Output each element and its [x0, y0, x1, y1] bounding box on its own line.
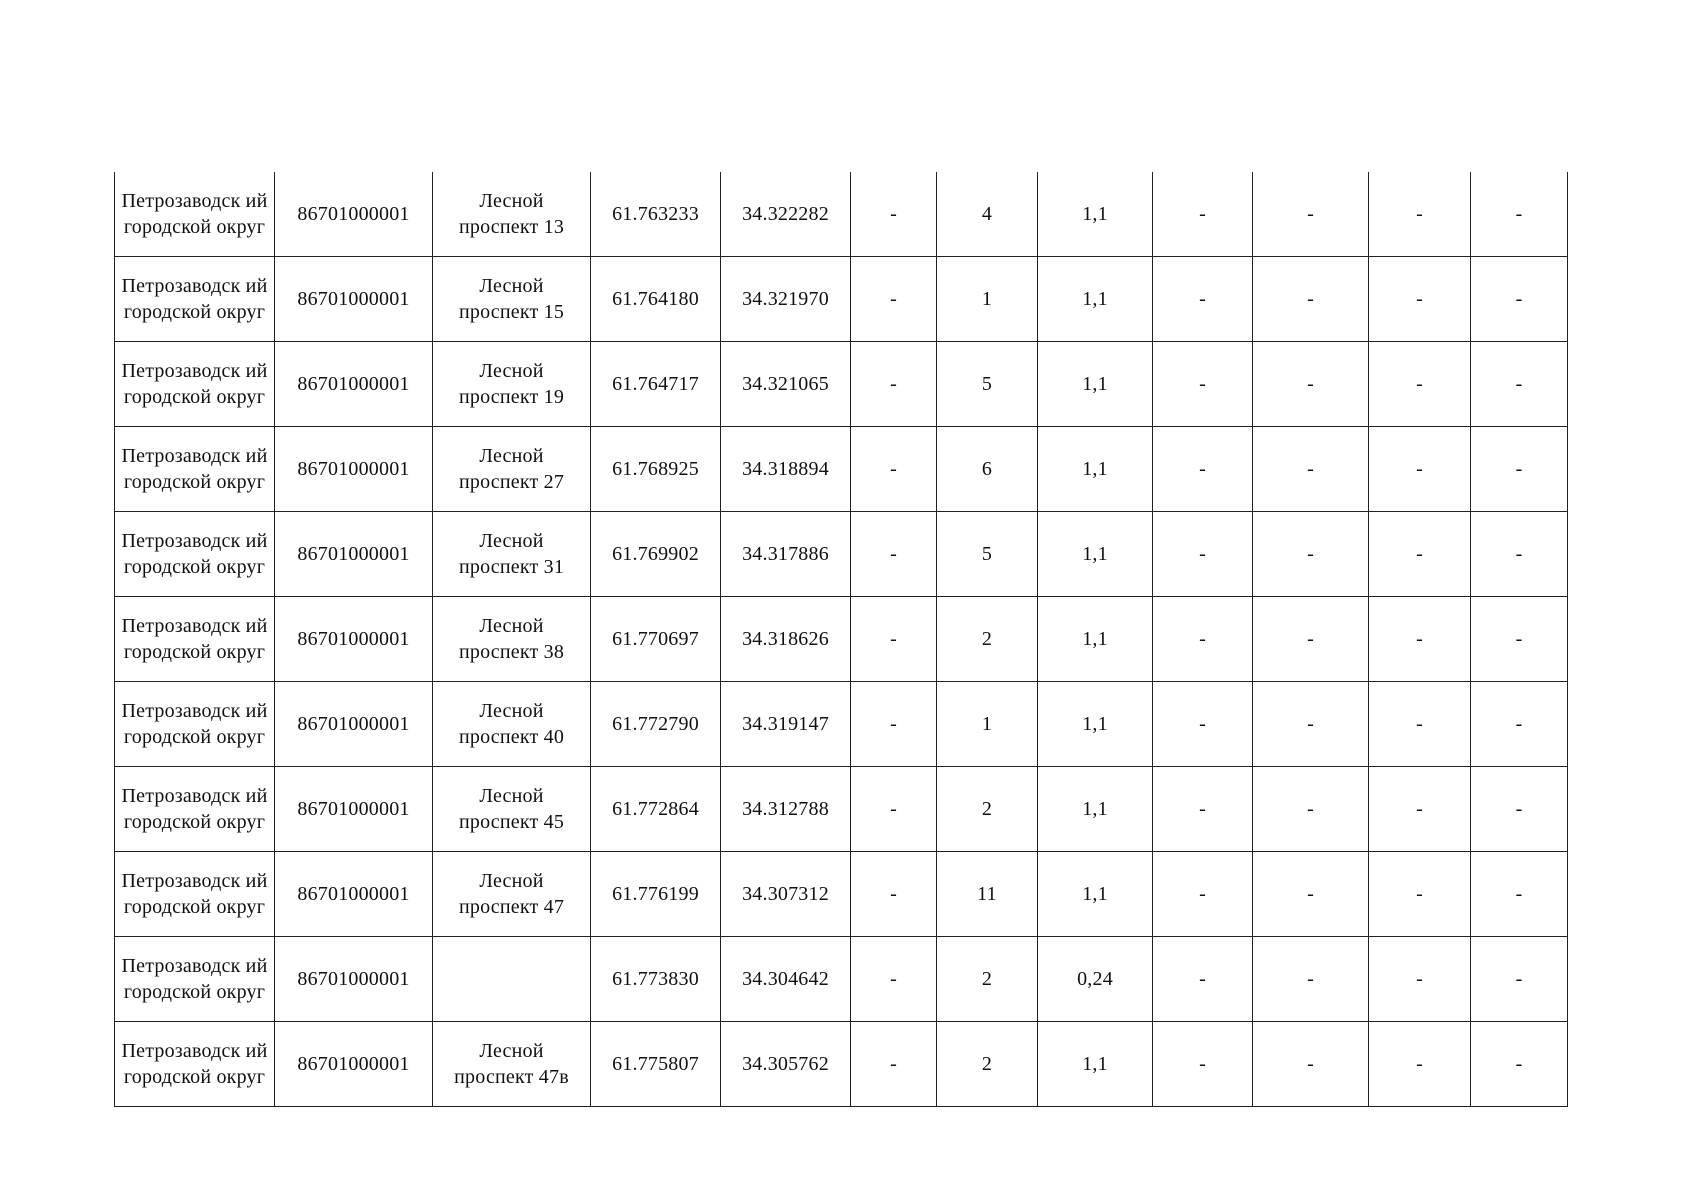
dash-cell [1153, 172, 1253, 257]
dash-cell-text: - [1515, 628, 1523, 650]
dash-cell [1471, 852, 1568, 937]
dash-cell-text: - [1199, 203, 1206, 225]
dash-cell-text: - [1416, 798, 1423, 820]
longitude-cell-text: 34.318626 [742, 628, 829, 650]
waste-site-registry-table [114, 172, 1568, 1107]
dash-cell [1253, 257, 1369, 342]
dash-cell-text: - [890, 373, 897, 395]
municipality-cell [115, 257, 275, 342]
dash-cell [1369, 852, 1471, 937]
longitude-cell-text: 34.304642 [742, 968, 829, 990]
dash-cell-text: - [1199, 373, 1206, 395]
latitude-cell [591, 1022, 721, 1107]
container-volume-cell [1038, 427, 1153, 512]
address-cell [433, 682, 591, 767]
container-volume-cell [1038, 682, 1153, 767]
dash-cell [1369, 172, 1471, 257]
dash-cell [1253, 597, 1369, 682]
longitude-cell [721, 767, 851, 852]
oktmo-code-cell-text: 86701000001 [297, 713, 410, 735]
dash-cell-text: - [1307, 373, 1314, 395]
dash-cell-text: - [1416, 373, 1423, 395]
dash-cell [1369, 937, 1471, 1022]
dash-cell-text: - [1416, 1053, 1423, 1075]
latitude-cell [591, 342, 721, 427]
container-volume-cell-text: 1,1 [1082, 1053, 1108, 1075]
dash-cell [1253, 427, 1369, 512]
dash-cell-text: - [1515, 1053, 1523, 1075]
dash-cell [1369, 257, 1471, 342]
address-cell [433, 1022, 591, 1107]
table-row [115, 427, 1568, 512]
dash-cell-text: - [1307, 968, 1314, 990]
dash-cell [1253, 937, 1369, 1022]
container-volume-cell [1038, 597, 1153, 682]
dash-cell-text: - [1199, 713, 1206, 735]
municipality-cell-text: Петрозаводск ий городской округ [121, 955, 268, 1003]
container-volume-cell-text: 1,1 [1082, 288, 1108, 310]
dash-cell [1153, 852, 1253, 937]
address-cell [433, 427, 591, 512]
latitude-cell-text: 61.764180 [612, 288, 699, 310]
dash-cell [1153, 512, 1253, 597]
dash-cell [851, 427, 937, 512]
dash-cell-text: - [1307, 543, 1314, 565]
container-volume-cell [1038, 172, 1153, 257]
address-cell-text: Лесной проспект 45 [458, 785, 565, 833]
dash-cell [851, 342, 937, 427]
container-volume-cell-text: 0,24 [1077, 968, 1113, 990]
municipality-cell [115, 1022, 275, 1107]
dash-cell [1153, 427, 1253, 512]
container-count-cell [937, 1022, 1038, 1107]
container-count-cell [937, 852, 1038, 937]
container-count-cell-text: 1 [981, 288, 993, 310]
dash-cell [1153, 682, 1253, 767]
address-cell-text: Лесной проспект 38 [458, 615, 565, 663]
table-row [115, 342, 1568, 427]
longitude-cell [721, 597, 851, 682]
table-row [115, 172, 1568, 257]
container-count-cell-text: 5 [981, 373, 993, 395]
longitude-cell-text: 34.321970 [742, 288, 829, 310]
address-cell [433, 512, 591, 597]
container-volume-cell-text: 1,1 [1082, 203, 1108, 225]
container-count-cell-text: 2 [981, 1053, 993, 1075]
container-count-cell-text: 2 [981, 798, 993, 820]
latitude-cell-text: 61.776199 [612, 883, 699, 905]
dash-cell-text: - [1416, 203, 1423, 225]
dash-cell-text: - [1307, 288, 1314, 310]
dash-cell-text: - [890, 968, 897, 990]
dash-cell [1369, 342, 1471, 427]
address-cell [433, 172, 591, 257]
dash-cell [1253, 342, 1369, 427]
table-row [115, 597, 1568, 682]
container-volume-cell [1038, 767, 1153, 852]
dash-cell-text: - [1515, 288, 1523, 310]
dash-cell-text: - [1515, 713, 1523, 735]
dash-cell [1471, 597, 1568, 682]
address-cell [433, 937, 591, 1022]
dash-cell [1253, 1022, 1369, 1107]
address-cell-text: Лесной проспект 15 [458, 275, 565, 323]
dash-cell [1369, 682, 1471, 767]
oktmo-code-cell [275, 767, 433, 852]
dash-cell-text: - [1199, 628, 1206, 650]
oktmo-code-cell [275, 257, 433, 342]
dash-cell [1369, 1022, 1471, 1107]
municipality-cell-text: Петрозаводск ий городской округ [121, 870, 268, 918]
dash-cell-text: - [1515, 883, 1523, 905]
longitude-cell-text: 34.307312 [742, 883, 829, 905]
dash-cell [1471, 427, 1568, 512]
latitude-cell-text: 61.769902 [612, 543, 699, 565]
latitude-cell-text: 61.775807 [612, 1053, 699, 1075]
dash-cell-text: - [890, 798, 897, 820]
address-cell-text: Лесной проспект 19 [458, 360, 565, 408]
dash-cell [851, 597, 937, 682]
dash-cell [851, 172, 937, 257]
address-cell-text: Лесной проспект 47в [454, 1040, 569, 1088]
dash-cell [1471, 172, 1568, 257]
longitude-cell [721, 682, 851, 767]
latitude-cell [591, 767, 721, 852]
longitude-cell-text: 34.318894 [742, 458, 829, 480]
dash-cell [1471, 257, 1568, 342]
municipality-cell-text: Петрозаводск ий городской округ [121, 785, 268, 833]
dash-cell [1253, 767, 1369, 852]
dash-cell-text: - [890, 883, 897, 905]
dash-cell-text: - [1307, 883, 1314, 905]
dash-cell-text: - [1416, 628, 1423, 650]
municipality-cell-text: Петрозаводск ий городской округ [121, 700, 268, 748]
dash-cell-text: - [1515, 373, 1523, 395]
oktmo-code-cell-text: 86701000001 [297, 883, 410, 905]
container-volume-cell [1038, 937, 1153, 1022]
longitude-cell-text: 34.312788 [742, 798, 829, 820]
latitude-cell-text: 61.768925 [612, 458, 699, 480]
longitude-cell [721, 172, 851, 257]
address-cell [433, 342, 591, 427]
table-row [115, 937, 1568, 1022]
container-count-cell [937, 342, 1038, 427]
oktmo-code-cell-text: 86701000001 [297, 1053, 410, 1075]
latitude-cell-text: 61.763233 [612, 203, 699, 225]
dash-cell-text: - [1416, 543, 1423, 565]
oktmo-code-cell-text: 86701000001 [297, 968, 410, 990]
municipality-cell-text: Петрозаводск ий городской округ [121, 615, 268, 663]
dash-cell-text: - [1515, 458, 1523, 480]
dash-cell-text: - [890, 458, 897, 480]
dash-cell-text: - [1199, 543, 1206, 565]
dash-cell-text: - [1515, 968, 1523, 990]
dash-cell [1253, 172, 1369, 257]
address-cell-text: Лесной проспект 40 [458, 700, 565, 748]
oktmo-code-cell [275, 1022, 433, 1107]
oktmo-code-cell-text: 86701000001 [297, 798, 410, 820]
latitude-cell [591, 257, 721, 342]
dash-cell [851, 937, 937, 1022]
container-count-cell-text: 2 [981, 968, 993, 990]
dash-cell [1253, 512, 1369, 597]
dash-cell-text: - [1199, 883, 1206, 905]
container-volume-cell-text: 1,1 [1082, 458, 1108, 480]
dash-cell [1369, 512, 1471, 597]
dash-cell [1369, 767, 1471, 852]
municipality-cell-text: Петрозаводск ий городской округ [121, 360, 268, 408]
longitude-cell-text: 34.317886 [742, 543, 829, 565]
container-count-cell [937, 172, 1038, 257]
dash-cell [1369, 597, 1471, 682]
longitude-cell [721, 1022, 851, 1107]
registry-table-body [115, 172, 1568, 1107]
dash-cell-text: - [1307, 1053, 1314, 1075]
dash-cell-text: - [1199, 968, 1206, 990]
dash-cell [851, 512, 937, 597]
container-count-cell-text: 1 [981, 713, 993, 735]
container-count-cell-text: 11 [977, 883, 997, 905]
address-cell [433, 767, 591, 852]
municipality-cell [115, 342, 275, 427]
dash-cell [851, 682, 937, 767]
table-row [115, 1022, 1568, 1107]
dash-cell-text: - [1515, 203, 1523, 225]
container-count-cell [937, 257, 1038, 342]
dash-cell [1153, 1022, 1253, 1107]
oktmo-code-cell [275, 512, 433, 597]
container-volume-cell [1038, 257, 1153, 342]
dash-cell-text: - [1416, 968, 1423, 990]
address-cell-text: Лесной проспект 47 [458, 870, 565, 918]
oktmo-code-cell-text: 86701000001 [297, 288, 410, 310]
table-row [115, 512, 1568, 597]
municipality-cell [115, 427, 275, 512]
dash-cell-text: - [1307, 458, 1314, 480]
container-volume-cell-text: 1,1 [1082, 628, 1108, 650]
municipality-cell-text: Петрозаводск ий городской округ [121, 275, 268, 323]
container-count-cell-text: 6 [981, 458, 993, 480]
container-volume-cell-text: 1,1 [1082, 543, 1108, 565]
latitude-cell-text: 61.773830 [612, 968, 699, 990]
container-count-cell-text: 4 [981, 203, 993, 225]
dash-cell [1471, 767, 1568, 852]
latitude-cell [591, 172, 721, 257]
address-cell [433, 257, 591, 342]
container-volume-cell-text: 1,1 [1082, 373, 1108, 395]
dash-cell [851, 852, 937, 937]
latitude-cell-text: 61.772790 [612, 713, 699, 735]
longitude-cell [721, 427, 851, 512]
container-volume-cell-text: 1,1 [1082, 883, 1108, 905]
oktmo-code-cell [275, 342, 433, 427]
oktmo-code-cell-text: 86701000001 [297, 203, 410, 225]
municipality-cell [115, 767, 275, 852]
longitude-cell [721, 512, 851, 597]
dash-cell-text: - [1199, 798, 1206, 820]
latitude-cell-text: 61.772864 [612, 798, 699, 820]
dash-cell-text: - [890, 628, 897, 650]
dash-cell-text: - [1199, 458, 1206, 480]
municipality-cell [115, 597, 275, 682]
latitude-cell-text: 61.770697 [612, 628, 699, 650]
municipality-cell-text: Петрозаводск ий городской округ [121, 445, 268, 493]
dash-cell-text: - [1416, 713, 1423, 735]
latitude-cell [591, 512, 721, 597]
oktmo-code-cell [275, 852, 433, 937]
table-row [115, 682, 1568, 767]
oktmo-code-cell [275, 597, 433, 682]
dash-cell-text: - [890, 288, 897, 310]
dash-cell-text: - [890, 713, 897, 735]
longitude-cell [721, 342, 851, 427]
longitude-cell-text: 34.322282 [742, 203, 829, 225]
municipality-cell [115, 512, 275, 597]
latitude-cell [591, 852, 721, 937]
oktmo-code-cell-text: 86701000001 [297, 373, 410, 395]
dash-cell-text: - [1416, 883, 1423, 905]
address-cell [433, 852, 591, 937]
dash-cell-text: - [890, 543, 897, 565]
container-volume-cell [1038, 852, 1153, 937]
oktmo-code-cell [275, 172, 433, 257]
address-cell [433, 597, 591, 682]
container-count-cell [937, 427, 1038, 512]
container-count-cell [937, 597, 1038, 682]
municipality-cell [115, 937, 275, 1022]
longitude-cell-text: 34.321065 [742, 373, 829, 395]
container-count-cell-text: 5 [981, 543, 993, 565]
table-row [115, 767, 1568, 852]
latitude-cell [591, 597, 721, 682]
container-volume-cell [1038, 1022, 1153, 1107]
dash-cell [1153, 257, 1253, 342]
dash-cell [851, 767, 937, 852]
dash-cell [1253, 852, 1369, 937]
municipality-cell-text: Петрозаводск ий городской округ [121, 190, 268, 238]
dash-cell [1471, 512, 1568, 597]
longitude-cell [721, 937, 851, 1022]
municipality-cell-text: Петрозаводск ий городской округ [121, 530, 268, 578]
dash-cell-text: - [1307, 713, 1314, 735]
container-volume-cell [1038, 512, 1153, 597]
longitude-cell [721, 852, 851, 937]
oktmo-code-cell-text: 86701000001 [297, 628, 410, 650]
dash-cell [1253, 682, 1369, 767]
latitude-cell [591, 937, 721, 1022]
dash-cell [1471, 1022, 1568, 1107]
dash-cell-text: - [1515, 543, 1523, 565]
table-row [115, 852, 1568, 937]
dash-cell [851, 1022, 937, 1107]
dash-cell [1369, 427, 1471, 512]
latitude-cell [591, 427, 721, 512]
dash-cell [1153, 937, 1253, 1022]
dash-cell [851, 257, 937, 342]
dash-cell [1153, 342, 1253, 427]
dash-cell-text: - [890, 1053, 897, 1075]
container-count-cell-text: 2 [981, 628, 993, 650]
dash-cell [1471, 937, 1568, 1022]
dash-cell-text: - [1307, 203, 1314, 225]
dash-cell-text: - [1307, 628, 1314, 650]
longitude-cell-text: 34.305762 [742, 1053, 829, 1075]
municipality-cell [115, 172, 275, 257]
municipality-cell-text: Петрозаводск ий городской округ [121, 1040, 268, 1088]
oktmo-code-cell-text: 86701000001 [297, 458, 410, 480]
address-cell-text: Лесной проспект 13 [458, 190, 565, 238]
dash-cell-text: - [1199, 1053, 1206, 1075]
dash-cell [1471, 682, 1568, 767]
municipality-cell [115, 852, 275, 937]
oktmo-code-cell [275, 427, 433, 512]
municipality-cell [115, 682, 275, 767]
oktmo-code-cell-text: 86701000001 [297, 543, 410, 565]
dash-cell-text: - [1199, 288, 1206, 310]
table-row [115, 257, 1568, 342]
dash-cell-text: - [1307, 798, 1314, 820]
dash-cell-text: - [890, 203, 897, 225]
container-count-cell [937, 512, 1038, 597]
dash-cell [1153, 767, 1253, 852]
dash-cell-text: - [1515, 798, 1523, 820]
latitude-cell-text: 61.764717 [612, 373, 699, 395]
dash-cell-text: - [1416, 458, 1423, 480]
container-volume-cell-text: 1,1 [1082, 713, 1108, 735]
latitude-cell [591, 682, 721, 767]
longitude-cell-text: 34.319147 [742, 713, 829, 735]
address-cell-text: Лесной проспект 31 [458, 530, 565, 578]
oktmo-code-cell [275, 937, 433, 1022]
address-cell-text: Лесной проспект 27 [458, 445, 565, 493]
container-volume-cell-text: 1,1 [1082, 798, 1108, 820]
oktmo-code-cell [275, 682, 433, 767]
longitude-cell [721, 257, 851, 342]
dash-cell [1471, 342, 1568, 427]
container-count-cell [937, 937, 1038, 1022]
container-volume-cell [1038, 342, 1153, 427]
container-count-cell [937, 767, 1038, 852]
dash-cell [1153, 597, 1253, 682]
container-count-cell [937, 682, 1038, 767]
dash-cell-text: - [1416, 288, 1423, 310]
